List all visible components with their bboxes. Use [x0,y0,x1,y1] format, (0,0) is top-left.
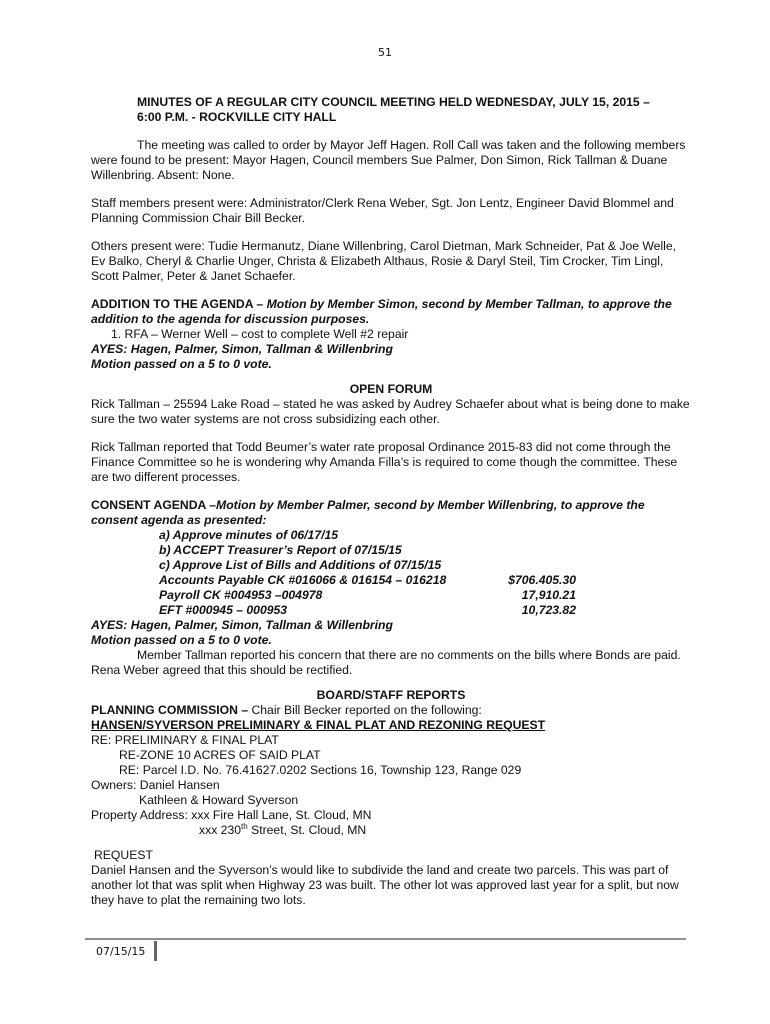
planning-label: PLANNING COMMISSION – [91,703,249,717]
document-body [91,95,691,908]
footer-bar [154,941,157,961]
address-post: Street, St. Cloud, MN [247,823,367,837]
bill-amount: 10,723.82 [521,603,576,617]
re-line-2: RE-ZONE 10 ACRES OF SAID PLAT [119,748,321,762]
request-text: Daniel Hansen and the Syverson’s would like to subdivide the land and create two parcels. This was part of another lot that was split when Highway 23 was built. The other lot was approved last year for a split, but now they have to plat the remaining two lots. [91,863,679,907]
addition-ayes: AYES: Hagen, Palmer, Simon, Tallman & Willenbring [91,342,393,356]
bill-row [159,603,691,618]
addition-passed: Motion passed on a 5 to 0 vote. [91,357,272,371]
bill-label: Payroll CK #004953 –004978 [159,588,323,602]
address-line-2 [91,823,691,838]
consent-motion: Motion by Member Palmer, second by Member Willenbring, to approve the consent agenda as presented: [91,498,645,527]
addition-heading: ADDITION TO THE AGENDA – [91,297,264,311]
footer-rule [85,938,686,940]
consent-note: Member Tallman reported his concern that there are no comments on the bills where Bonds are paid. Rena Weber agreed that this should be rectified. [91,648,681,677]
re-line-1: RE: PRELIMINARY & FINAL PLAT [91,733,279,747]
consent-heading: CONSENT AGENDA – [91,498,217,512]
address-pre: xxx 230 [199,823,242,837]
bill-label: Accounts Payable CK #016066 & 016154 – 016218 [159,573,447,587]
staff-paragraph: Staff members present were: Administrator/Clerk Rena Weber, Sgt. Jon Lentz, Engineer David Blommel and Planning Commission Chair Bill Becker. [91,196,674,225]
addition-item: 1. RFA – Werner Well – cost to complete Well #2 repair [111,327,409,341]
others-paragraph: Others present were: Tudie Hermanutz, Diane Willenbring, Carol Dietman, Mark Schneider, Pat & Joe Welle, Ev Balko, Cheryl & Charlie Unger, Christa & Elizabeth Althaus, Rosie & Daryl Steil, Tim Crocker, Tim Lingl, Scott Palmer, Peter & Janet Schaefer. [91,239,677,283]
open-forum-para1: Rick Tallman – 25594 Lake Road – stated he was asked by Audrey Schaefer about what is being done to make sure the two water systems are not cross subsidizing each other. [91,397,690,426]
owners-line-1: Owners: Daniel Hansen [91,778,220,792]
board-heading: BOARD/STAFF REPORTS [316,688,466,702]
re-line-3: RE: Parcel I.D. No. 76.41627.0202 Sections 16, Township 123, Range 029 [119,763,522,777]
bill-row [159,588,691,603]
bill-label: EFT #000945 – 000953 [159,603,288,617]
open-forum-para2: Rick Tallman reported that Todd Beumer’s water rate proposal Ordinance 2015-83 did not come through the Finance Committee so he is wondering why Amanda Filla’s is required to come though the committee. These are two different processes. [91,440,678,484]
address-sup: th [241,821,248,831]
consent-items [159,528,691,618]
consent-section [91,498,691,528]
consent-item: c) Approve List of Bills and Additions of 07/15/15 [159,558,442,572]
planning-line [91,703,691,718]
owners-line-2: Kathleen & Howard Syverson [139,793,299,807]
page-number: 51 [378,46,392,59]
bill-amount: 17,910.21 [521,588,576,602]
intro-paragraph: The meeting was called to order by Mayor Jeff Hagen. Roll Call was taken and the following members were found to be present: Mayor Hagen, Council members Sue Palmer, Don Simon, Rick Tallman & Duane Willenbring. Absent: None. [91,138,686,182]
bill-amount: $706.405.30 [508,573,576,587]
bill-row [159,573,691,588]
hansen-heading: HANSEN/SYVERSON PRELIMINARY & FINAL PLAT AND REZONING REQUEST [91,718,546,732]
minutes-title: MINUTES OF A REGULAR CITY COUNCIL MEETING HELD WEDNESDAY, JULY 15, 2015 – 6:00 P.M. - ROCKVILLE CITY HALL [137,95,650,124]
consent-passed: Motion passed on a 5 to 0 vote. [91,633,272,647]
planning-text: Chair Bill Becker reported on the following: [248,703,482,717]
consent-item: a) Approve minutes of 06/17/15 [159,528,339,542]
addition-section [91,297,691,327]
address-line-1: Property Address: xxx Fire Hall Lane, St. Cloud, MN [91,808,372,822]
consent-ayes: AYES: Hagen, Palmer, Simon, Tallman & Willenbring [91,618,393,632]
open-forum-heading: OPEN FORUM [349,382,433,396]
consent-item: b) ACCEPT Treasurer’s Report of 07/15/15 [159,543,402,557]
addition-motion: Motion by Member Simon, second by Member Tallman, to approve the addition to the agenda for discussion purposes. [91,297,672,326]
request-label: REQUEST [94,848,153,862]
footer-date: 07/15/15 [96,945,146,958]
